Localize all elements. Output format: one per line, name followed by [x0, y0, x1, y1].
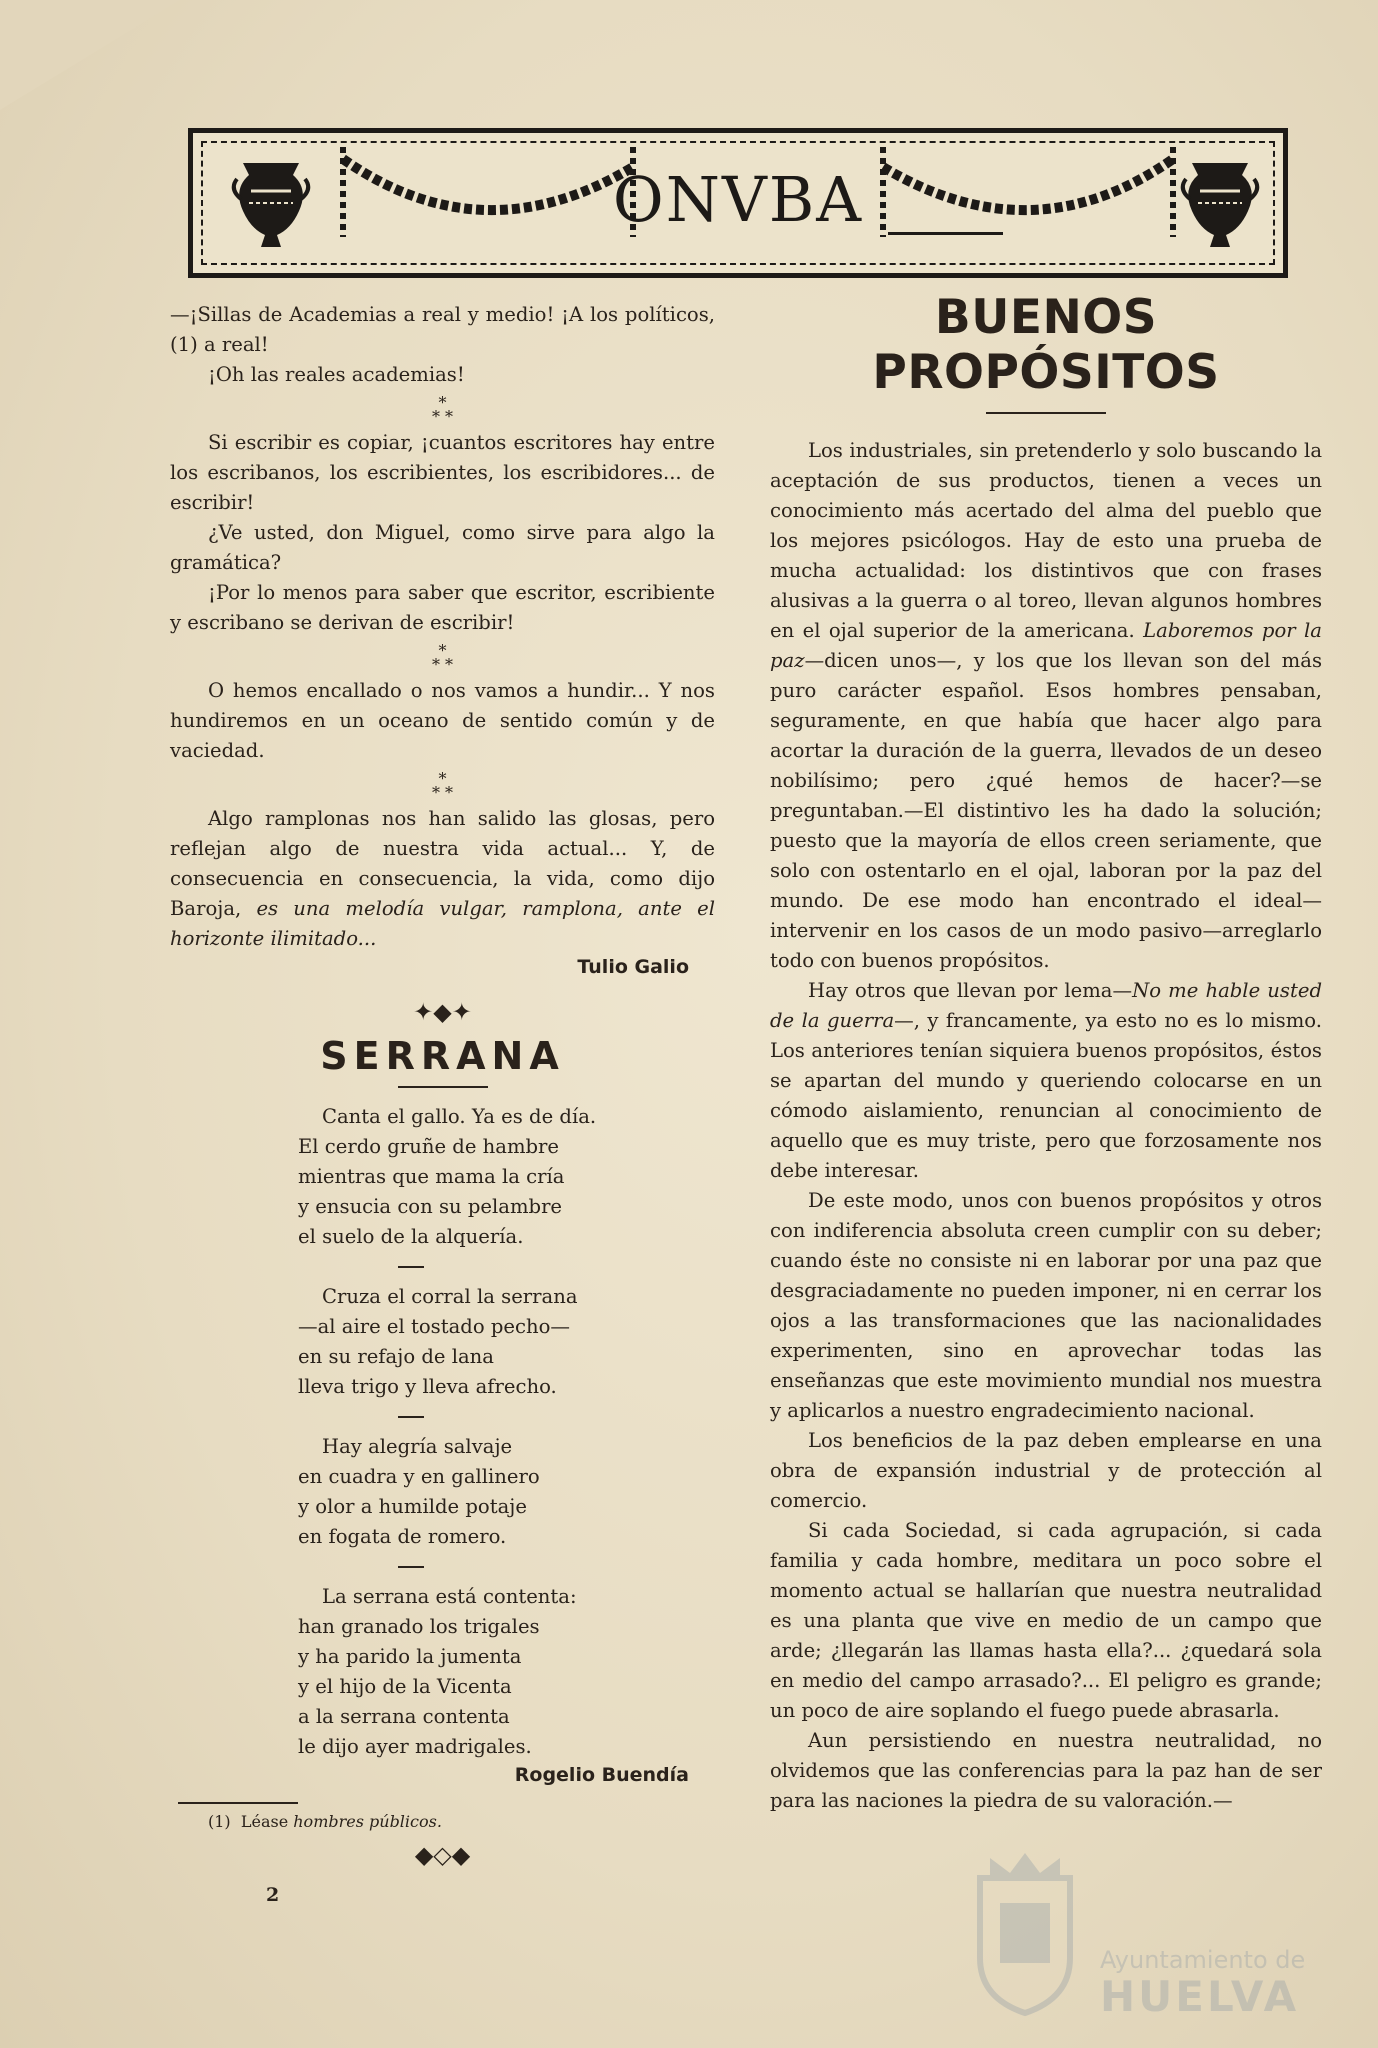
poem-line: Cruza el corral la serrana [322, 1285, 578, 1308]
article-italic: Laboremos por la paz [770, 619, 1322, 672]
signature-tulio-galio: Tulio Galio [577, 956, 689, 978]
poem-line: Canta el gallo. Ya es de día. [322, 1105, 597, 1128]
poem-title-rule [398, 1086, 488, 1088]
right-garland-icon [873, 147, 1203, 247]
article-italic: No me hable usted de la guerra [770, 979, 1322, 1032]
poem-line: en su refajo de lana [298, 1345, 494, 1368]
article-text: Los beneficios de la paz deben emplearse en una obra de expansión industrial y de protección al comercio. [770, 1429, 1322, 1512]
footnote-text: Léase [240, 1811, 289, 1831]
right-column [770, 290, 1322, 1816]
poem-line: lleva trigo y lleva afrecho. [298, 1375, 557, 1398]
stanza-separator [398, 1566, 424, 1568]
coat-of-arms-icon [960, 1848, 1090, 2018]
poem-line: La serrana está contenta: [322, 1585, 577, 1608]
article-paragraph [770, 1426, 1322, 1516]
glosa-paragraph: O hemos encallado o nos vamos a hundir... Y nos hundiremos en un oceano de sentido común y de vaciedad. [170, 679, 715, 762]
masthead-title: ONVBA [612, 163, 864, 236]
asterism-separator: * * * [431, 769, 454, 802]
footnote-rule [178, 1802, 298, 1804]
poem-line: le dijo ayer madrigales. [298, 1735, 532, 1758]
asterism-separator: * * * [431, 393, 454, 426]
ornament-divider: ✦◆✦ [413, 998, 472, 1026]
poem-line: han granado los trigales [298, 1615, 540, 1638]
footnote-mark: (1) [208, 1811, 231, 1831]
closing-paragraph [170, 804, 715, 954]
stanza-separator [398, 1416, 424, 1418]
poem-line: mientras que mama la cría [298, 1165, 565, 1188]
glosa-paragraph: ¡Por lo menos para saber que escritor, escribiente y escribano se derivan de escribir! [170, 581, 715, 634]
bottom-ornament: ◆◇◆ [414, 1840, 471, 1869]
signature-rogelio-buendia: Rogelio Buendía [514, 1764, 689, 1786]
page-number: 2 [266, 1884, 280, 1906]
poem-title: SERRANA [320, 1034, 565, 1078]
article-paragraph [770, 436, 1322, 976]
poem-line: Hay alegría salvaje [322, 1435, 513, 1458]
glosa-paragraph: Si escribir es copiar, ¡cuantos escritores hay entre los escribanos, los escribientes, los escribidores... de escribir! [170, 431, 715, 514]
asterism-separator: * * * [431, 641, 454, 674]
article-title-rule [986, 412, 1106, 414]
footnote-italic: hombres públicos. [293, 1811, 442, 1831]
watermark [960, 1848, 1340, 2021]
poem-line: el suelo de la alquería. [298, 1225, 524, 1248]
poem-line: y ha parido la jumenta [298, 1645, 522, 1668]
article-text: Los industriales, sin pretenderlo y solo buscando la aceptación de sus productos, tienen a veces un conocimiento más acertado del alma del pueblo que los mejores psicólogos. Hay de esto una prueba de mucha actualidad: los distintivos que con frases alusivas a la guerra o al toreo, llevan algunos hombres en el ojal superior de la americana. [770, 439, 1322, 642]
poem-body [298, 1102, 715, 1762]
poem-line: y ensucia con su pelambre [298, 1195, 563, 1218]
closing-italic-quote: es una melodía vulgar, ramplona, ante el horizonte ilimitado... [170, 897, 716, 950]
closing-paragraph-text: Algo ramplonas nos han salido las glosas, pero reflejan algo de nuestra vida actual... Y, de consecuencia en consecuencia, la vida, como dijo Baroja, [170, 807, 715, 920]
article-paragraph [770, 976, 1322, 1186]
article-text: Aun persistiendo en nuestra neutralidad, no olvidemos que las conferencias para la paz han de ser para las naciones la piedra de su valoración.— [770, 1729, 1322, 1812]
footnote [208, 1812, 715, 1831]
watermark-line1: Ayuntamiento de [1100, 1946, 1306, 1974]
poem-line: a la serrana contenta [298, 1705, 510, 1728]
masthead-frame [188, 128, 1288, 278]
glosa-paragraph: —¡Sillas de Academias a real y medio! ¡A los políticos, (1) a real! [170, 303, 715, 356]
article-text: Hay otros que llevan por lema— [808, 979, 1133, 1002]
poem-line: y el hijo de la Vicenta [298, 1675, 512, 1698]
folded-corner [0, 0, 180, 110]
right-urn-icon [1178, 155, 1262, 255]
poem-line: en fogata de romero. [298, 1525, 507, 1548]
glosa-paragraph: ¡Oh las reales academias! [208, 363, 465, 386]
left-column [170, 300, 715, 1877]
poem-line: en cuadra y en gallinero [298, 1465, 540, 1488]
article-paragraph [770, 1726, 1322, 1816]
article-paragraph [770, 1186, 1322, 1426]
poem-line: y olor a humilde potaje [298, 1495, 527, 1518]
watermark-line2: HUELVA [1100, 1972, 1300, 2021]
article-text: Si cada Sociedad, si cada agrupación, si cada familia y cada hombre, meditara un poco sobre el momento actual se hallarían que nuestra neutralidad es una planta que vive en medio de un campo que arde; ¿llegarán las llamas hasta ella?... ¿quedará sola en medio del campo arrasado?... El peligro es grande; un poco de aire soplando el fuego puede abrasarla. [770, 1519, 1322, 1722]
poem-line: El cerdo gruñe de hambre [298, 1135, 560, 1158]
article-text: —, y francamente, ya esto no es lo mismo. Los anteriores tenían siquiera buenos propósitos, éstos se apartan del mundo y queriendo colocarse en un cómodo aislamiento, renuncian al conocimiento de aquello que es muy triste, pero que forzosamente nos debe interesar. [770, 1009, 1322, 1182]
glosa-paragraph: ¿Ve usted, don Miguel, como sirve para algo la gramática? [170, 521, 715, 574]
stanza-separator [398, 1266, 424, 1268]
article-body [770, 436, 1322, 1816]
article-text: —dicen unos—, y los que los llevan son del más puro carácter español. Esos hombres pensaban, seguramente, en que había que hacer algo para acortar la duración de la guerra, llevados de un deseo nobilísimo; pero ¿qué hemos de hacer?—se preguntaban.—El distintivo les ha dado la solución; puesto que la mayoría de ellos creen seriamente, que solo con ostentarlo en el ojal, laboran por la paz del mundo. De ese modo han encontrado el ideal—intervenir en los casos de un modo pasivo—arreglarlo todo con buenos propósitos. [770, 649, 1322, 972]
article-text: De este modo, unos con buenos propósitos y otros con indiferencia absoluta creen cumplir con su deber; cuando éste no consiste ni en laborar por una paz que desgraciadamente no pueden imponer, ni en cerrar los ojos a las transformaciones que las nacionalidades experimenten, sino en aprovechar todas las enseñanzas que este movimiento mundial nos muestra y aplicarlos a nuestro engradecimiento nacional. [770, 1189, 1322, 1422]
glosas-section [170, 300, 715, 800]
poem-line: —al aire el tostado pecho— [298, 1315, 570, 1338]
article-paragraph [770, 1516, 1322, 1726]
article-title: BUENOS PROPÓSITOS [872, 290, 1220, 400]
